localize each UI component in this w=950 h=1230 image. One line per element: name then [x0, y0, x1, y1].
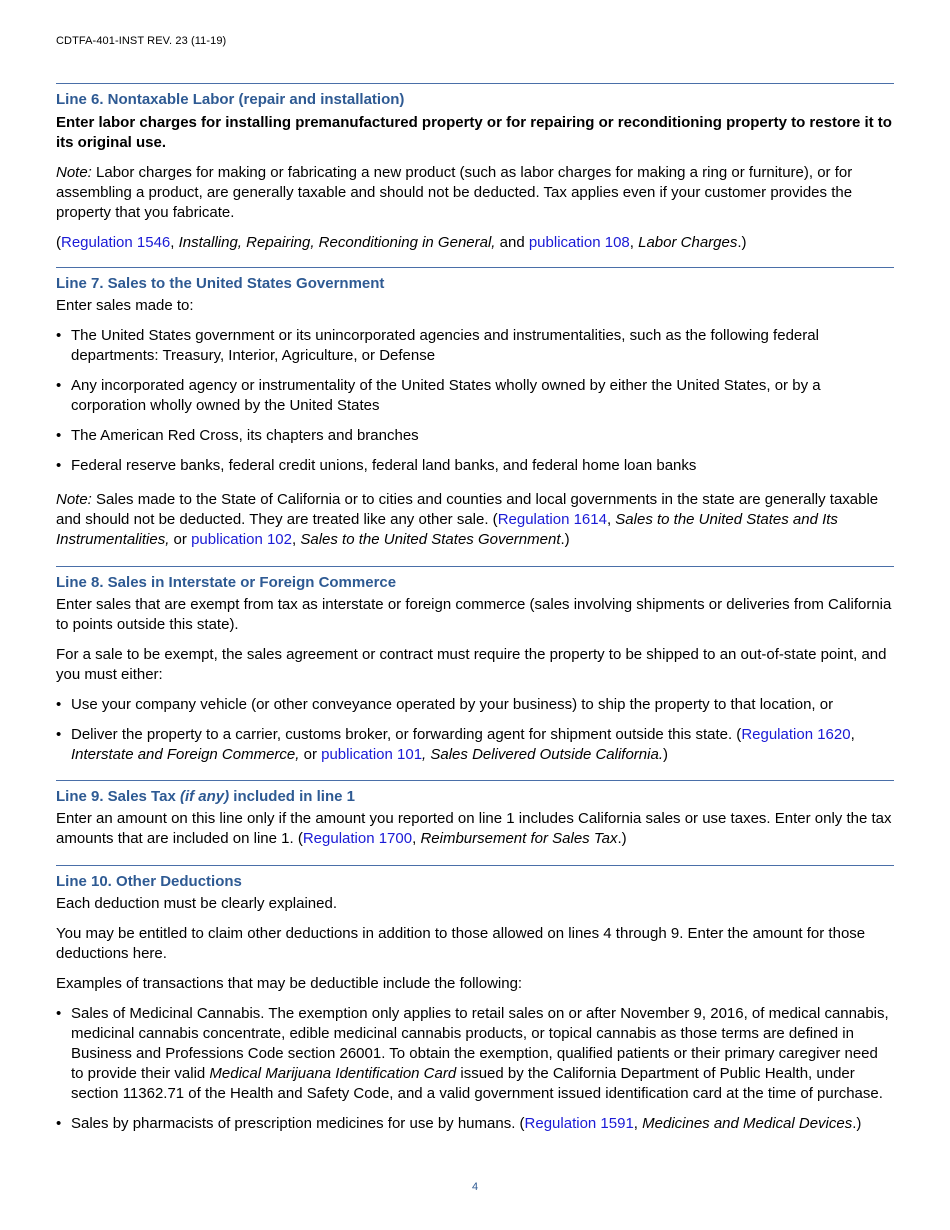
- list-item: • Deliver the property to a carrier, customs broker, or forwarding agent for shipment outside this state. (Regulation 1620, Interstate and Foreign Commerce, or publication 101, Sales Delivered Outside California.): [56, 726, 855, 763]
- section-title: Line 7. Sales to the United States Government: [56, 275, 385, 292]
- list-item: • Any incorporated agency or instrumentality of the United States wholly owned by either the United States, or by a corporation wholly owned by the United States: [56, 377, 821, 414]
- section-line-6: [56, 83, 894, 253]
- bullet-list: [56, 326, 894, 476]
- section-title: Line 9. Sales Tax (if any) included in line 1: [56, 788, 355, 805]
- bullet-icon: •: [56, 1115, 62, 1132]
- section-title: Line 6. Nontaxable Labor (repair and installation): [56, 91, 405, 108]
- bullet-list: [56, 695, 894, 765]
- section-title: Line 8. Sales in Interstate or Foreign Commerce: [56, 574, 397, 591]
- list-item: • Sales of Medicinal Cannabis. The exemption only applies to retail sales on or after November 9, 2016, of medical cannabis, medicinal cannabis concentrate, edible medicinal cannabis products, or topical cannabis as those terms are defined in Business and Professions Code section 26001. To obtain the exemption, qualified patients or their primary caregiver need to provide their valid Medical Marijuana Identification Card issued by the California Department of Public Health, under section 11362.71 of the Health and Safety Code, and a valid government issued identification card at the time of purchase.: [56, 1005, 889, 1102]
- section-lead: Enter labor charges for installing premanufactured property or for repairing or reconditioning property to restore it to its original use.: [56, 114, 892, 151]
- note-paragraph: Note: Sales made to the State of California or to cities and counties and local governments in the state are generally taxable and should not be deducted. They are treated like any other sale. (Regulation 1614, Sales to the United States and Its Instrumentalities, or publication 102, Sales to the United States Government.): [56, 491, 879, 548]
- section-paragraph: Enter an amount on this line only if the amount you reported on line 1 includes California sales or use taxes. Enter only the tax amounts that are included on line 1. (Regulation 1700, Reimbursement for Sales Tax.): [56, 810, 892, 847]
- bullet-icon: •: [56, 1005, 62, 1022]
- publication-101-link[interactable]: publication 101: [321, 746, 423, 763]
- bullet-icon: •: [56, 696, 62, 713]
- section-paragraph: Enter sales that are exempt from tax as interstate or foreign commerce (sales involving shipments or deliveries from California to points outside this state).: [56, 596, 892, 633]
- note-label: Note:: [56, 491, 92, 508]
- bullet-icon: •: [56, 726, 62, 743]
- note-label: Note:: [56, 164, 92, 181]
- regulation-1620-link[interactable]: Regulation 1620: [741, 726, 851, 743]
- list-item: • The American Red Cross, its chapters and branches: [56, 427, 419, 444]
- list-item: • Use your company vehicle (or other conveyance operated by your business) to ship the property to that location, or: [56, 696, 834, 713]
- regulation-1614-link[interactable]: Regulation 1614: [497, 511, 607, 528]
- section-line-9: [56, 780, 894, 849]
- form-code: CDTFA-401-INST REV. 23 (11-19): [56, 35, 227, 47]
- note-paragraph: Note: Labor charges for making or fabricating a new product (such as labor charges for making a ring or furniture), or for assembling a product, are generally taxable and should not be deducted. Tax applies even if your customer provides the property that you fabricate.: [56, 164, 853, 221]
- reference-paragraph: (Regulation 1546, Installing, Repairing, Reconditioning in General, and publication 108, Labor Charges.): [56, 234, 747, 251]
- regulation-1700-link[interactable]: Regulation 1700: [302, 830, 413, 847]
- regulation-1591-link[interactable]: Regulation 1591: [524, 1115, 634, 1132]
- section-line-10: [56, 865, 894, 1134]
- publication-102-link[interactable]: publication 102: [191, 531, 292, 548]
- section-paragraph: For a sale to be exempt, the sales agreement or contract must require the property to be shipped to an out-of-state point, and you must either:: [56, 646, 887, 683]
- list-item: • The United States government or its unincorporated agencies and instrumentalities, such as the following federal departments: Treasury, Interior, Agriculture, or Defense: [56, 327, 819, 364]
- section-title: Line 10. Other Deductions: [56, 873, 242, 890]
- bullet-icon: •: [56, 327, 62, 344]
- list-item: • Federal reserve banks, federal credit unions, federal land banks, and federal home loan banks: [56, 457, 697, 474]
- bullet-list: [56, 1004, 894, 1134]
- section-paragraph: Each deduction must be clearly explained.: [56, 895, 338, 912]
- section-line-7: [56, 267, 894, 550]
- page-number: 4: [471, 1181, 479, 1193]
- bullet-icon: •: [56, 457, 62, 474]
- section-line-8: [56, 566, 894, 765]
- section-paragraph: You may be entitled to claim other deductions in addition to those allowed on lines 4 through 9. Enter the amount for those deductions here.: [56, 925, 866, 962]
- bullet-icon: •: [56, 377, 62, 394]
- section-intro: Enter sales made to:: [56, 297, 194, 314]
- section-paragraph: Examples of transactions that may be deductible include the following:: [56, 975, 523, 992]
- publication-108-link[interactable]: publication 108: [528, 234, 630, 251]
- list-item: • Sales by pharmacists of prescription medicines for use by humans. (Regulation 1591, Medicines and Medical Devices.): [56, 1115, 862, 1132]
- bullet-icon: •: [56, 427, 62, 444]
- regulation-1546-link[interactable]: Regulation 1546: [61, 234, 171, 251]
